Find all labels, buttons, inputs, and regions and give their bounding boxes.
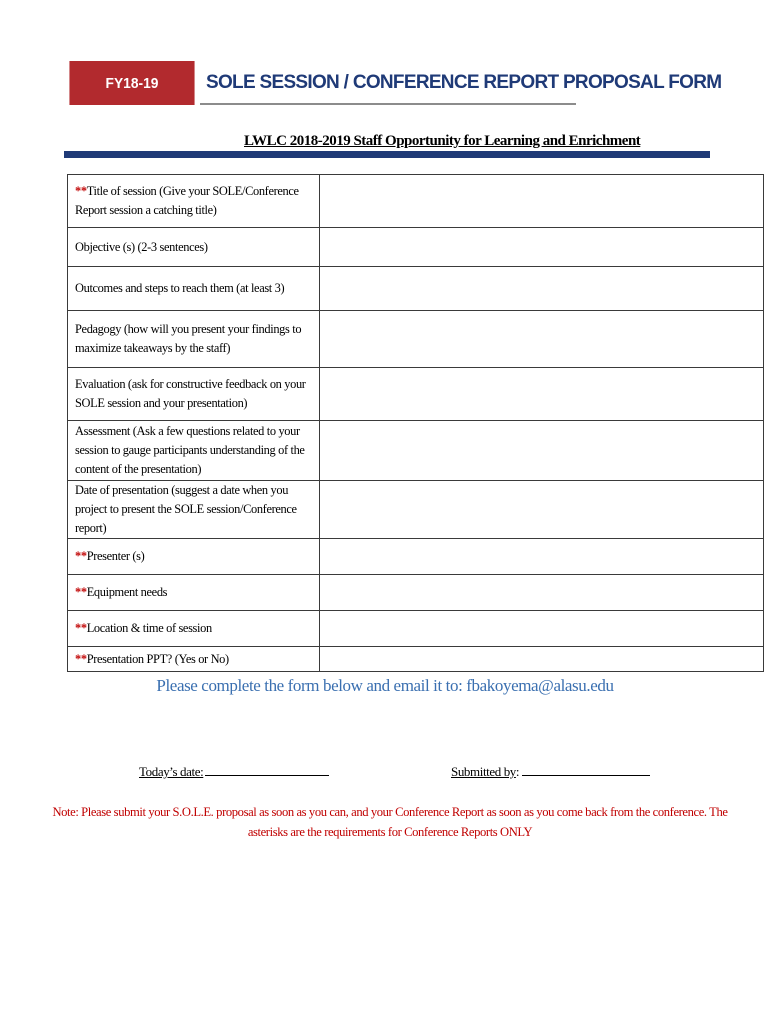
form-row — [68, 647, 764, 672]
header-divider — [64, 151, 710, 158]
row-label-text: Objective (s) (2-3 sentences) — [75, 239, 208, 254]
assessment-field[interactable] — [320, 421, 764, 481]
row-label — [68, 481, 320, 539]
form-row — [68, 228, 764, 267]
row-label — [68, 421, 320, 481]
submitted-by-line — [451, 764, 650, 780]
form-row — [68, 539, 764, 575]
row-label — [68, 267, 320, 311]
form-row — [68, 267, 764, 311]
row-label — [68, 368, 320, 421]
title-underline — [200, 103, 576, 105]
row-label-text: Title of session (Give your SOLE/Conference Report session a catching title) — [75, 184, 299, 217]
presenter-field[interactable] — [320, 539, 764, 575]
row-label-text: Location & time of session — [86, 621, 212, 635]
title-of-session-field[interactable] — [320, 175, 764, 228]
form-row — [68, 575, 764, 611]
row-label — [68, 539, 320, 575]
pedagogy-field[interactable] — [320, 311, 764, 368]
row-label-text: Equipment needs — [86, 585, 168, 599]
todays-date-field[interactable] — [205, 774, 329, 776]
submitted-by-colon: : — [515, 764, 520, 779]
row-label — [68, 228, 320, 267]
form-subtitle: LWLC 2018-2019 Staff Opportunity for Learning and Enrichment — [244, 133, 641, 149]
row-label-text: Presenter (s) — [86, 549, 145, 563]
row-label-text: Assessment (Ask a few questions related to your session to gauge participants understanding of the content of the presentation) — [75, 424, 305, 476]
required-marker: ** — [75, 184, 87, 198]
requirements-note: Note: Please submit your S.O.L.E. proposal as soon as you can, and your Conference Report as soon as you come back from the conference. The asterisks are the requirements for Conference Reports ONLY — [52, 805, 728, 839]
row-label-text: Date of presentation (suggest a date when you project to present the SOLE session/Conference report) — [75, 483, 297, 535]
todays-date-line — [139, 764, 329, 780]
form-title: SOLE SESSION / CONFERENCE REPORT PROPOSAL FORM — [206, 72, 722, 93]
date-of-presentation-field[interactable] — [320, 481, 764, 539]
presentation-ppt-field[interactable] — [320, 647, 764, 672]
fiscal-year-badge: FY18-19 — [69, 61, 194, 105]
row-label-text: Presentation PPT? (Yes or No) — [86, 651, 229, 666]
required-marker: ** — [75, 585, 87, 599]
form-row — [68, 175, 764, 228]
form-row — [68, 311, 764, 368]
todays-date-label: Today’s date: — [139, 764, 204, 779]
equipment-needs-field[interactable] — [320, 575, 764, 611]
required-marker: ** — [75, 651, 87, 666]
form-row — [68, 421, 764, 481]
email-instructions: Please complete the form below and email it to: fbakoyema@alasu.edu — [156, 676, 614, 695]
row-label-text: Evaluation (ask for constructive feedback on your SOLE session and your presentation) — [75, 377, 306, 410]
row-label — [68, 611, 320, 647]
form-row — [68, 368, 764, 421]
row-label — [68, 647, 320, 672]
submitted-by-field[interactable] — [522, 774, 650, 776]
row-label-text: Pedagogy (how will you present your findings to maximize takeaways by the staff) — [75, 322, 302, 355]
proposal-form-table — [67, 174, 764, 672]
location-time-field[interactable] — [320, 611, 764, 647]
row-label — [68, 311, 320, 368]
form-row — [68, 481, 764, 539]
required-marker: ** — [75, 549, 87, 563]
submitted-by-label: Submitted by — [451, 764, 516, 779]
row-label-text: Outcomes and steps to reach them (at least 3) — [75, 281, 285, 295]
row-label — [68, 175, 320, 228]
outcomes-field[interactable] — [320, 267, 764, 311]
form-row — [68, 611, 764, 647]
required-marker: ** — [75, 621, 87, 635]
evaluation-field[interactable] — [320, 368, 764, 421]
row-label — [68, 575, 320, 611]
objectives-field[interactable] — [320, 228, 764, 267]
